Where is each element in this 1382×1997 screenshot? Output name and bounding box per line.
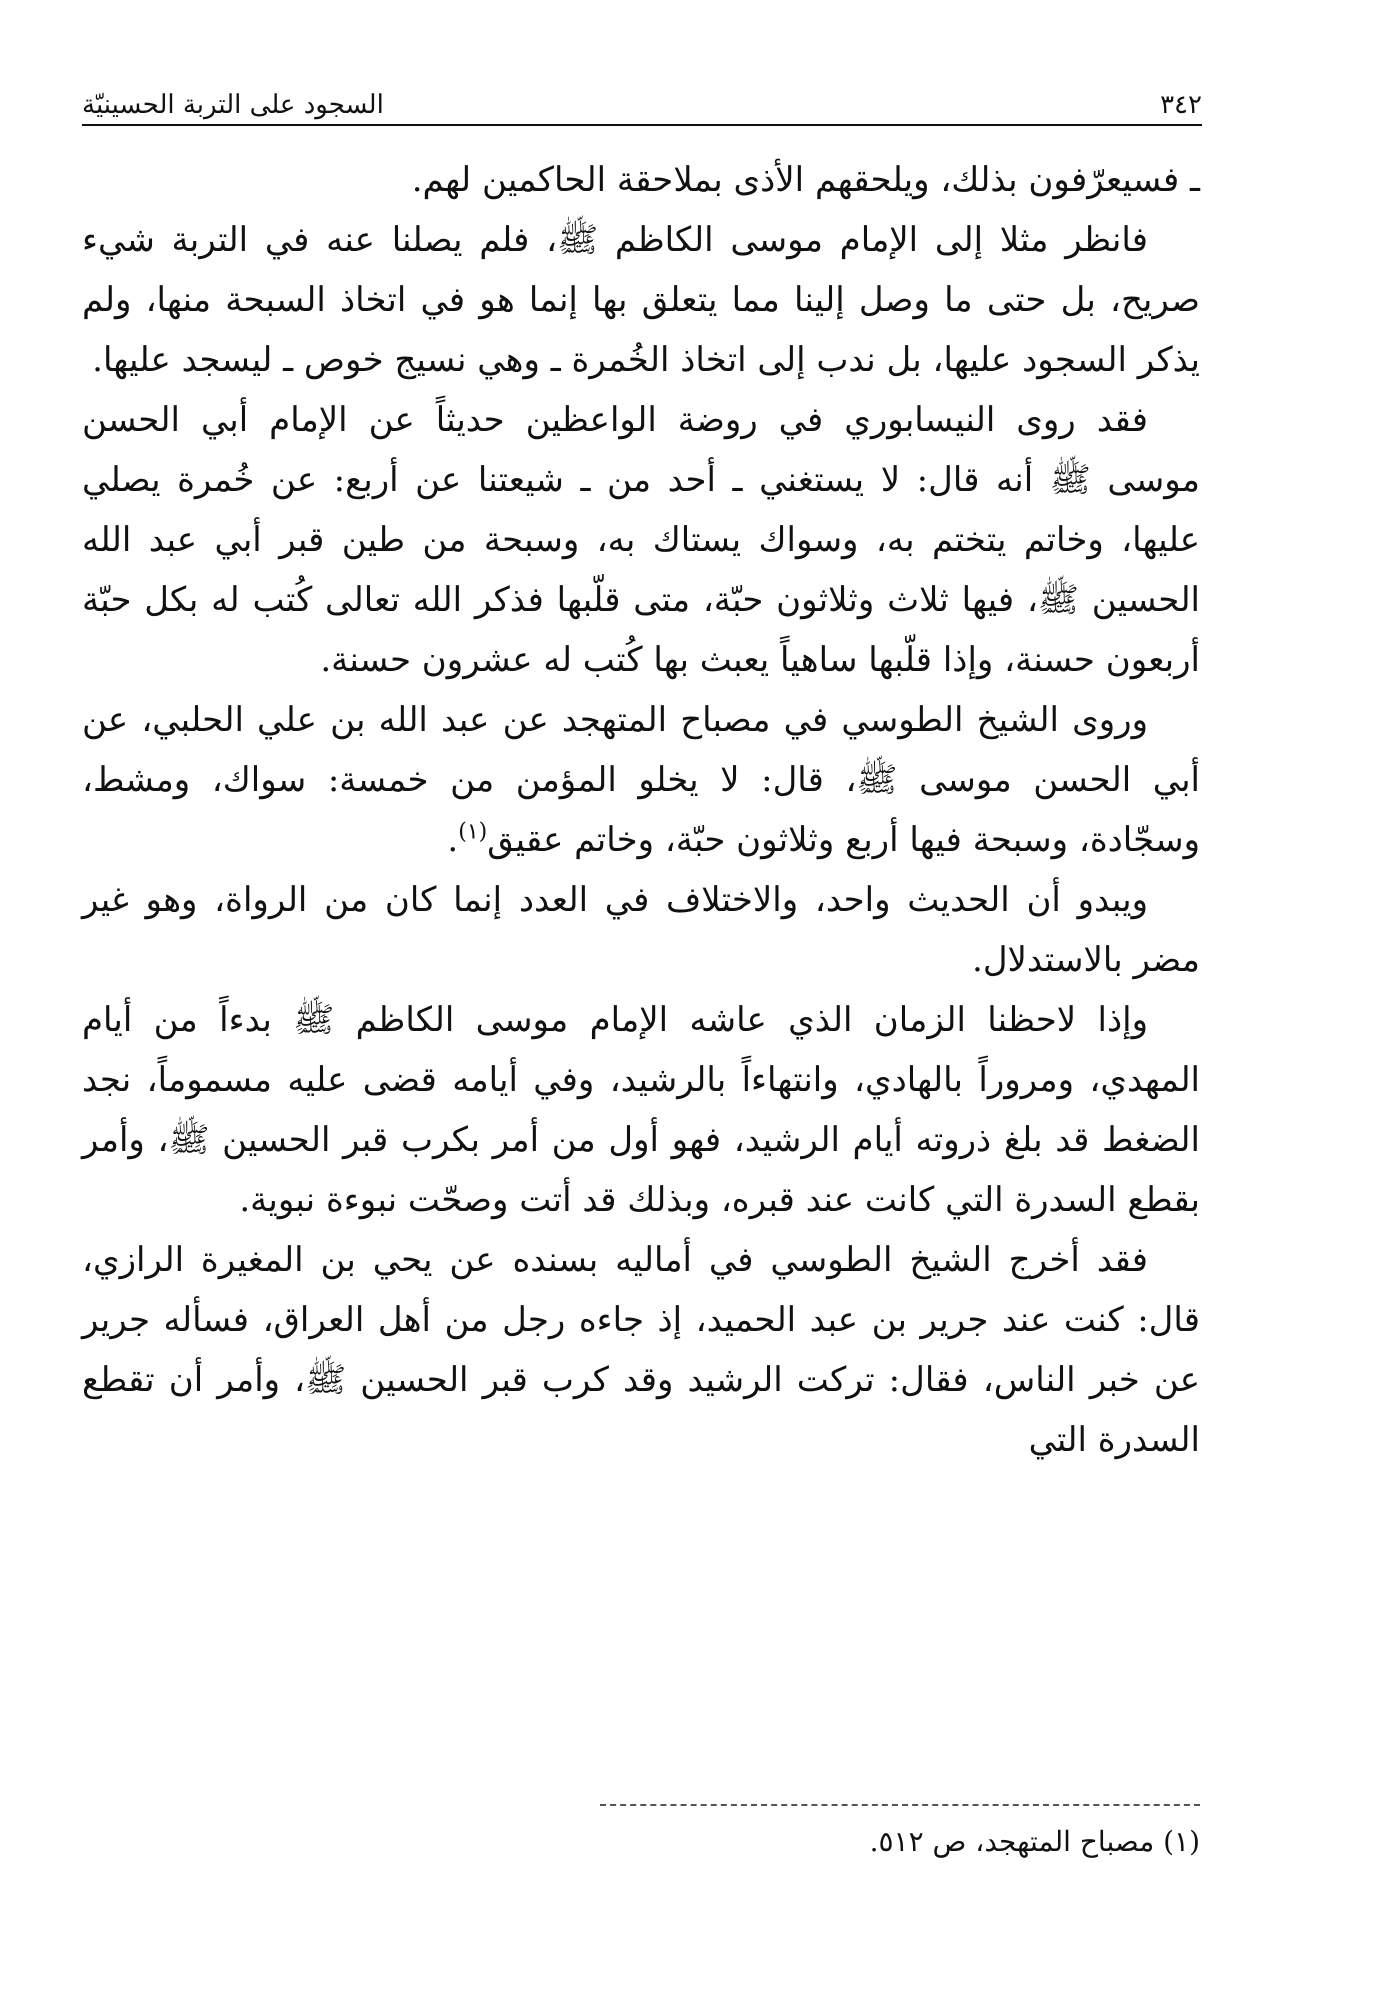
footnote-rule [600, 1804, 1200, 1806]
paragraph-4-end: . [447, 820, 459, 860]
page-number: ٣٤٢ [1160, 90, 1202, 120]
body-text [82, 150, 1200, 1470]
paragraph-6: وإذا لاحظنا الزمان الذي عاشه الإمام موسى الكاظم ﷺ بدءاً من أيام المهدي، ومروراً بالهادي، وانتهاءاً بالرشيد، وفي أيامه قضى عليه مسموماً، نجد الضغط قد بلغ ذروته أيام الرشيد، فهو أول من أمر بكرب قبر الحسين ﷺ، وأمر بقطع السدرة التي كانت عند قبره، وبذلك قد أتت وصحّت نبوءة نبوية. [82, 1000, 1200, 1220]
paragraph-1: ـ فسيعرّفون بذلك، ويلحقهم الأذى بملاحقة الحاكمين لهم. [411, 160, 1200, 200]
running-title: السجود على التربة الحسينيّة [82, 90, 384, 120]
paragraph-2: فانظر مثلا إلى الإمام موسى الكاظم ﷺ، فلم يصلنا عنه في التربة شيء صريح، بل حتى ما وصل إلينا مما يتعلق بها إنما هو في اتخاذ السبحة منها، ولم يذكر السجود عليها، بل ندب إلى اتخاذ الخُمرة ـ وهي نسيج خوص ـ ليسجد عليها. [82, 220, 1200, 380]
page-header [82, 72, 1202, 118]
header-rule [82, 124, 1202, 126]
paragraph-3: فقد روى النيسابوري في روضة الواعظين حديثاً عن الإمام أبي الحسن موسى ﷺ أنه قال: لا يستغني ـ أحد من ـ شيعتنا عن أربع: عن خُمرة يصلي عليها، وخاتم يتختم به، وسواك يستاك به، وسبحة من طين قبر أبي عبد الله الحسين ﷺ، فيها ثلاث وثلاثون حبّة، متى قلّبها فذكر الله تعالى كُتب له بكل حبّة أربعون حسنة، وإذا قلّبها ساهياً يعبث بها كُتب له عشرون حسنة. [82, 400, 1200, 680]
paragraph-5: ويبدو أن الحديث واحد، والاختلاف في العدد إنما كان من الرواة، وهو غير مضر بالاستدلال. [82, 880, 1200, 980]
paragraph-4 [82, 690, 1200, 870]
footnote: (١) مصباح المتهجد، ص ٥١٢. [869, 1825, 1200, 1858]
paragraph-4-text: وروى الشيخ الطوسي في مصباح المتهجد عن عبد الله بن علي الحلبي، عن أبي الحسن موسى ﷺ، قال: لا يخلو المؤمن من خمسة: سواك، ومشط، وسجّادة، وسبحة فيها أربع وثلاثون حبّة، وخاتم عقيق [82, 700, 1200, 860]
paragraph-7: فقد أخرج الشيخ الطوسي في أماليه بسنده عن يحي بن المغيرة الرازي، قال: كنت عند جرير بن عبد الحميد، إذ جاءه رجل من أهل العراق، فسأله جرير عن خبر الناس، فقال: تركت الرشيد وقد كرب قبر الحسين ﷺ، وأمر أن تقطع السدرة التي [82, 1240, 1200, 1460]
footnote-reference[interactable]: (١) [458, 819, 488, 845]
